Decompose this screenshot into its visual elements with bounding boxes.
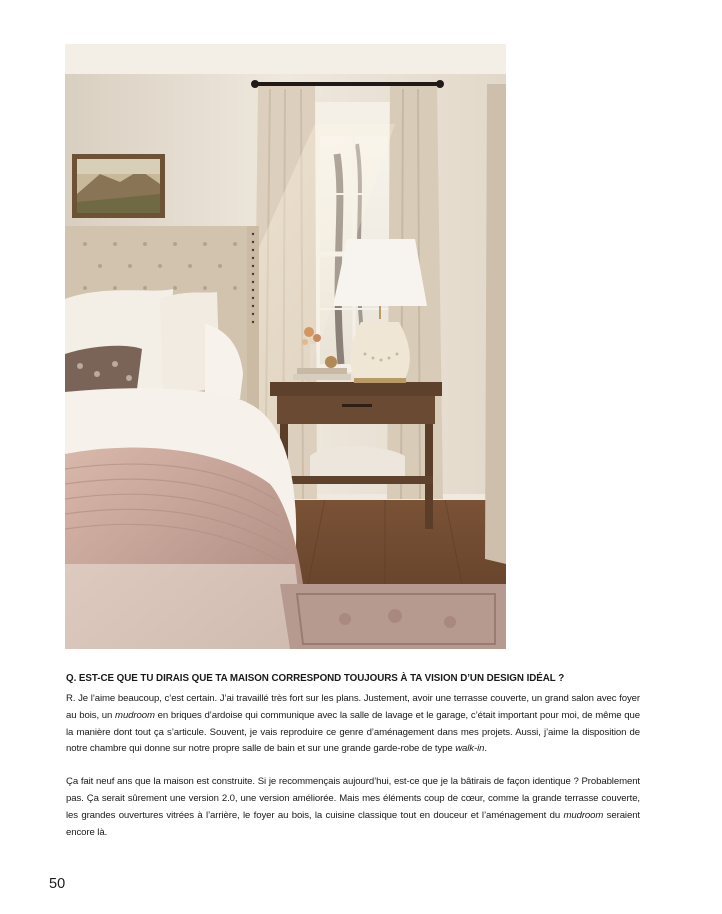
- text-run: Ça fait neuf ans que la maison est construite. Si je recommençais aujourd’hui, est-ce que je la bâtirais de façon identique ? Probablement pas. Ça serait sûrement une version 2.0, une version améliorée. Mais mes éléments coup de cœur, comme la grande terrasse couverte, les grandes ouvertures vitrées à l’arrière, le foyer au bois, la cuisine classique tout en douceur et l’aménagement du: [66, 776, 640, 821]
- patterned-pillow: [65, 346, 142, 392]
- landscape-painting: [72, 154, 165, 218]
- bedroom-photo: [65, 44, 506, 649]
- text-run: seraient encore là.: [66, 809, 640, 838]
- text-run: R. Je l’aime beaucoup, c’est certain. J’ai travaillé très fort sur les plans. Justement, avoir une terrasse couverte, un grand salon avec foyer au bois, un: [66, 693, 640, 721]
- question-heading: Q. EST-CE QUE TU DIRAIS QUE TA MAISON CORRESPOND TOUJOURS À TA VISION D’UN DESIGN IDÉAL ?: [66, 673, 565, 684]
- article: [66, 672, 640, 841]
- italic-term: mudroom: [563, 809, 604, 821]
- books: [293, 374, 351, 380]
- curtain-rod: [255, 82, 440, 86]
- answer-paragraph-1: [66, 691, 640, 758]
- page-number: 50: [49, 876, 66, 892]
- text-run: en briques d’ardoise qui communique avec la salle de lavage et le garage, c’était important pour moi, de même que la manière dont tout ça s’articule. Souvent, je vais reproduire ce genre d’aménagement dans mes projets. Aussi, j’aime la disposition de notre chambre qui donne sur notre propre salle de bain et sur une grande garde-robe de type: [66, 709, 640, 755]
- pillows: [65, 289, 243, 399]
- italic-term: mudroom: [115, 709, 155, 721]
- italic-term: walk-in: [455, 743, 485, 755]
- text-run: .: [484, 743, 487, 755]
- folded-throw: [310, 446, 405, 476]
- answer-paragraph-2: [66, 774, 640, 841]
